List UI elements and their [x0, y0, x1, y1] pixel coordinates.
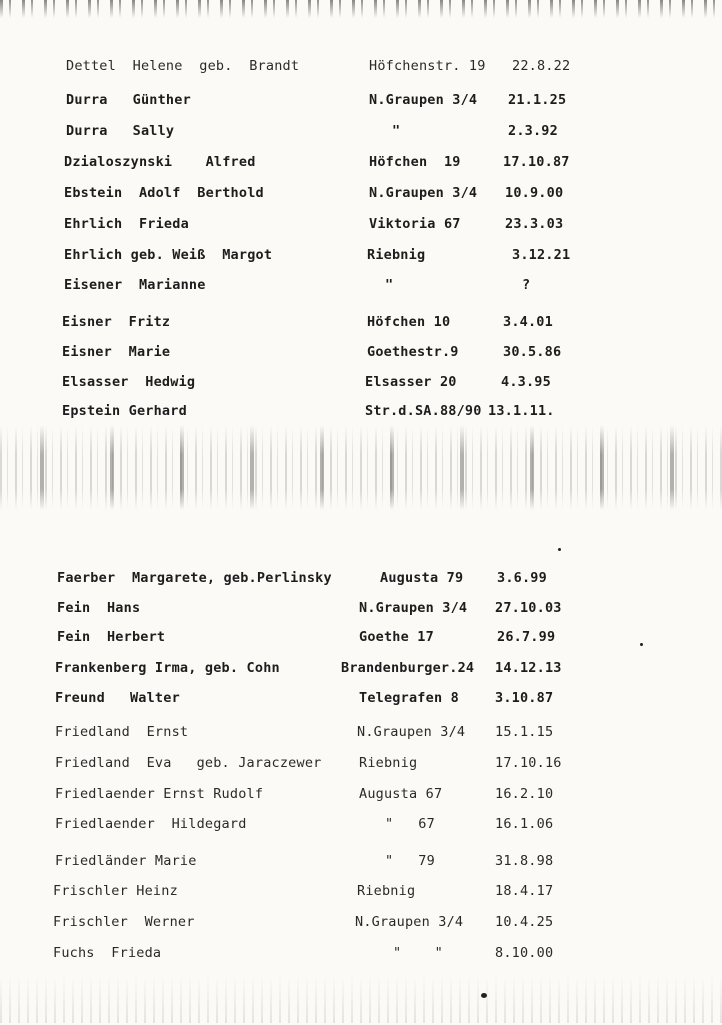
register-row — [0, 154, 722, 174]
row-address: " — [392, 123, 401, 139]
row-address: N.Graupen 3/4 — [359, 600, 468, 616]
row-name: Eisner Fritz — [62, 314, 171, 330]
row-name: Dzialoszynski Alfred — [64, 154, 256, 170]
ink-speck — [558, 548, 561, 551]
row-name: Eisener Marianne — [64, 277, 206, 293]
row-name: Ebstein Adolf Berthold — [64, 185, 264, 201]
row-address: Höfchen 10 — [367, 314, 451, 330]
row-name: Ehrlich geb. Weiß Margot — [64, 247, 273, 263]
register-row — [0, 58, 722, 78]
row-address: Telegrafen 8 — [359, 690, 459, 706]
row-address: Höfchen 19 — [369, 154, 461, 170]
scan-smudge-bottom — [0, 975, 722, 1023]
row-name: Durra Sally — [66, 123, 175, 139]
register-row — [0, 914, 722, 934]
register-row — [0, 277, 722, 297]
register-row — [0, 185, 722, 205]
row-name: Eisner Marie — [62, 344, 171, 360]
register-row — [0, 123, 722, 143]
row-address: N.Graupen 3/4 — [369, 92, 478, 108]
row-name: Freund Walter — [55, 690, 180, 706]
row-name: Ehrlich Frieda — [64, 216, 189, 232]
row-date: 27.10.03 — [495, 600, 562, 616]
row-address: Augusta 67 — [359, 786, 443, 802]
row-address: N.Graupen 3/4 — [369, 185, 478, 201]
register-row — [0, 314, 722, 334]
scan-smudge-middle — [0, 425, 722, 510]
row-date: 4.3.95 — [501, 374, 551, 390]
row-name: Durra Günther — [66, 92, 191, 108]
row-date: 16.1.06 — [495, 816, 554, 832]
row-name: Frischler Heinz — [53, 883, 178, 899]
row-date: 13.1.11. — [488, 403, 555, 419]
row-address: N.Graupen 3/4 — [355, 914, 464, 930]
register-row — [0, 883, 722, 903]
row-address: Goethestr.9 — [367, 344, 459, 360]
register-row — [0, 403, 722, 423]
row-date: 3.4.01 — [503, 314, 553, 330]
row-date: 10.4.25 — [495, 914, 554, 930]
row-date: 8.10.00 — [495, 945, 554, 961]
row-date: 23.3.03 — [505, 216, 564, 232]
row-name: Friedlaender Ernst Rudolf — [55, 786, 264, 802]
register-row — [0, 724, 722, 744]
row-date: 26.7.99 — [497, 629, 556, 645]
register-row — [0, 344, 722, 364]
scan-smudge-top — [0, 0, 722, 18]
row-date: 21.1.25 — [508, 92, 567, 108]
row-address: Goethe 17 — [359, 629, 434, 645]
row-address: Augusta 79 — [380, 570, 464, 586]
row-date: 17.10.16 — [495, 755, 562, 771]
register-row — [0, 690, 722, 710]
row-date: 17.10.87 — [503, 154, 570, 170]
row-date: 18.4.17 — [495, 883, 554, 899]
row-address: Str.d.SA.88/90 — [365, 403, 482, 419]
register-row — [0, 216, 722, 236]
row-address: " " — [393, 945, 443, 961]
register-row — [0, 247, 722, 267]
row-date: 3.12.21 — [512, 247, 571, 263]
row-date: 30.5.86 — [503, 344, 562, 360]
register-row — [0, 816, 722, 836]
row-address: Riebnig — [359, 755, 418, 771]
row-date: 3.6.99 — [497, 570, 547, 586]
row-name: Friedland Ernst — [55, 724, 189, 740]
row-address: " 79 — [385, 853, 435, 869]
register-row — [0, 92, 722, 112]
row-address: Elsasser 20 — [365, 374, 457, 390]
row-date: 14.12.13 — [495, 660, 562, 676]
register-row — [0, 660, 722, 680]
row-date: 15.1.15 — [495, 724, 554, 740]
register-row — [0, 600, 722, 620]
row-name: Fein Herbert — [57, 629, 166, 645]
register-row — [0, 945, 722, 965]
row-address: Riebnig — [357, 883, 416, 899]
row-address: " 67 — [385, 816, 435, 832]
row-date: 3.10.87 — [495, 690, 554, 706]
row-address: " — [385, 277, 394, 293]
row-name: Fuchs Frieda — [53, 945, 162, 961]
row-name: Friedlaender Hildegard — [55, 816, 247, 832]
row-name: Frischler Werner — [53, 914, 195, 930]
row-name: Friedland Eva geb. Jaraczewer — [55, 755, 322, 771]
row-address: Riebnig — [367, 247, 426, 263]
row-name: Faerber Margarete, geb.Perlinsky — [57, 570, 332, 586]
row-name: Dettel Helene geb. Brandt — [66, 58, 300, 74]
row-name: Epstein Gerhard — [62, 403, 187, 419]
register-row — [0, 853, 722, 873]
row-date: 10.9.00 — [505, 185, 564, 201]
row-address: N.Graupen 3/4 — [357, 724, 466, 740]
row-name: Fein Hans — [57, 600, 141, 616]
row-date: 31.8.98 — [495, 853, 554, 869]
register-row — [0, 755, 722, 775]
row-date: 16.2.10 — [495, 786, 554, 802]
row-name: Elsasser Hedwig — [62, 374, 196, 390]
row-address: Höfchenstr. 19 — [369, 58, 486, 74]
row-date: ? — [522, 277, 531, 293]
register-row — [0, 786, 722, 806]
row-date: 22.8.22 — [512, 58, 571, 74]
row-address: Brandenburger.24 — [341, 660, 475, 676]
row-address: Viktoria 67 — [369, 216, 461, 232]
register-row — [0, 570, 722, 590]
row-name: Frankenberg Irma, geb. Cohn — [55, 660, 280, 676]
row-name: Friedländer Marie — [55, 853, 197, 869]
register-row — [0, 629, 722, 649]
register-row — [0, 374, 722, 394]
ink-speck — [481, 993, 487, 998]
row-date: 2.3.92 — [508, 123, 558, 139]
